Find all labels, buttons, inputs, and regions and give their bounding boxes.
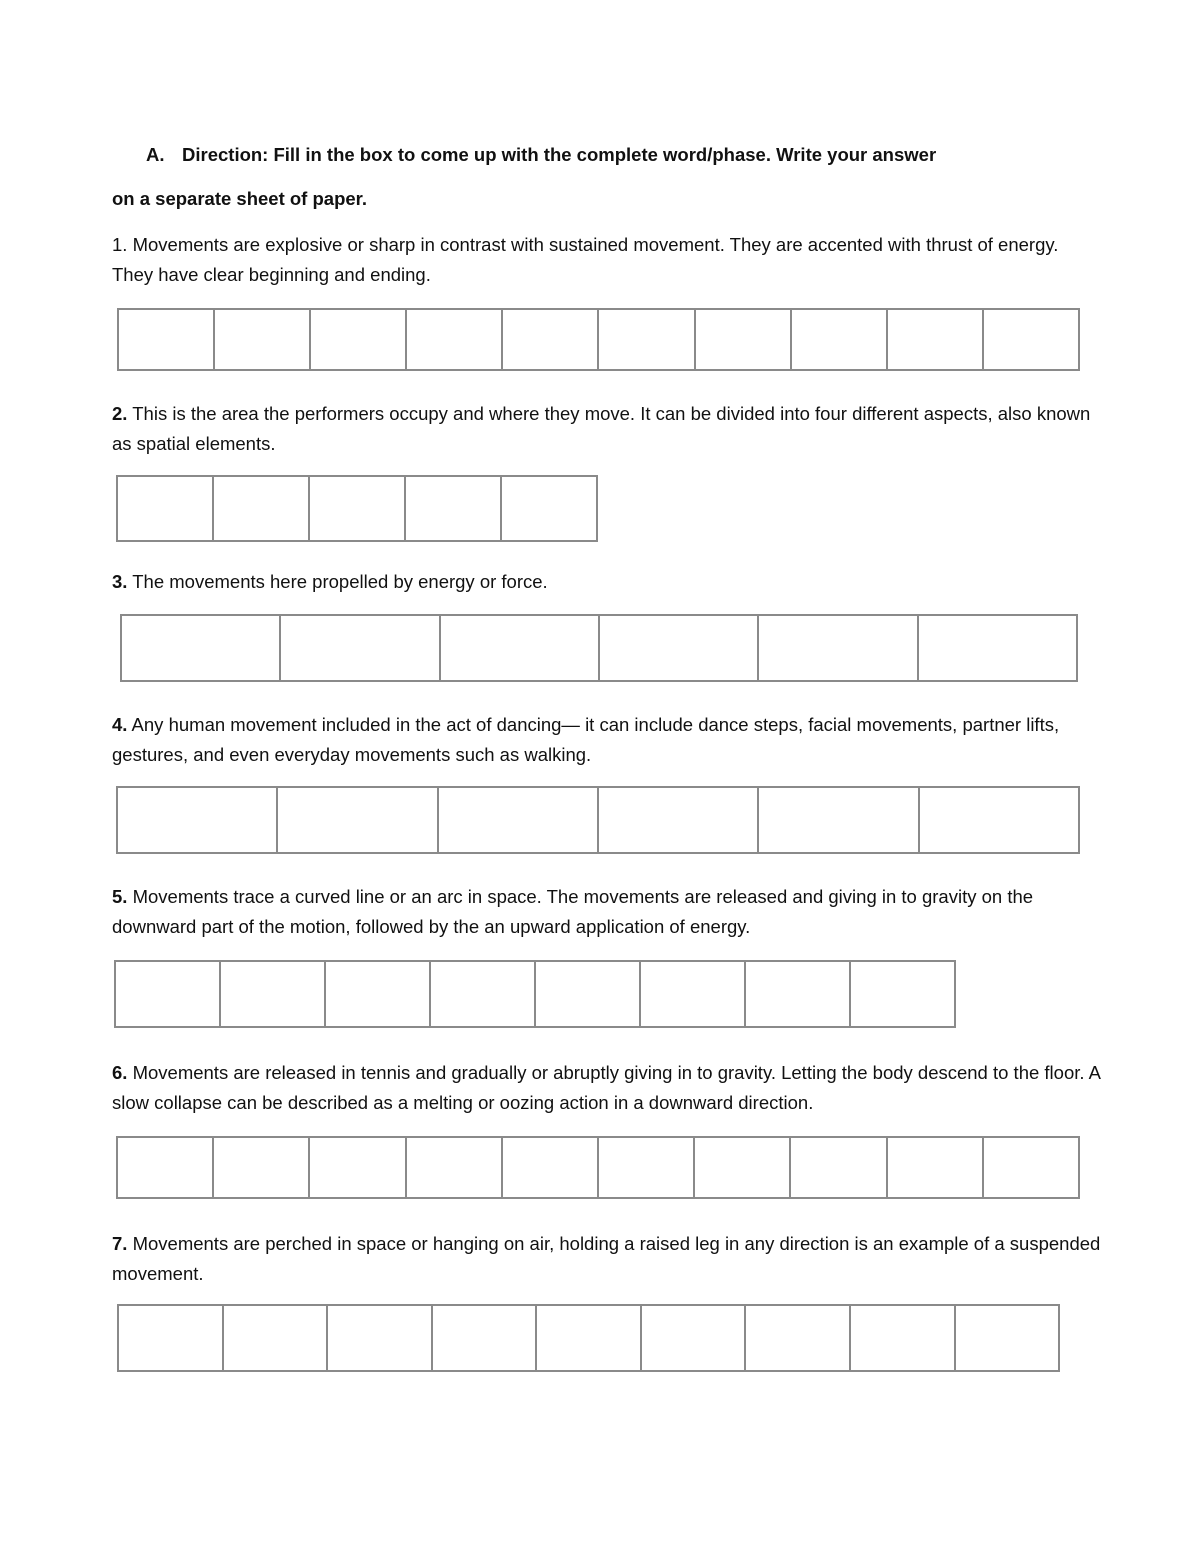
answer-box[interactable] [212,477,308,540]
answer-box[interactable] [324,962,429,1026]
answer-box[interactable] [501,310,597,369]
question-3 [112,567,1102,597]
answer-boxes-7 [117,1304,1060,1372]
answer-box[interactable] [213,310,309,369]
question-number: 6. [112,1062,128,1083]
answer-box[interactable] [982,310,1078,369]
answer-box[interactable] [757,616,916,680]
answer-box[interactable] [276,788,436,852]
question-number: 2. [112,403,128,424]
answer-box[interactable] [789,1138,885,1197]
section-letter: A. [146,144,165,165]
answer-box[interactable] [429,962,534,1026]
direction-continuation: on a separate sheet of paper. [112,188,367,209]
answer-box[interactable] [118,788,276,852]
answer-box[interactable] [501,1138,597,1197]
answer-box[interactable] [308,477,404,540]
answer-box[interactable] [219,962,324,1026]
answer-box[interactable] [119,310,213,369]
answer-box[interactable] [222,1306,327,1370]
answer-box[interactable] [212,1138,308,1197]
answer-box[interactable] [500,477,596,540]
question-number: 1. [112,234,128,255]
question-2 [112,399,1102,458]
question-text: Movements are explosive or sharp in contrast with sustained movement. They are accented with thrust of energy. They have clear beginning and ending. [112,234,1059,285]
answer-box[interactable] [597,788,757,852]
answer-box[interactable] [405,310,501,369]
answer-box[interactable] [790,310,886,369]
answer-box[interactable] [918,788,1078,852]
answer-box[interactable] [693,1138,789,1197]
answer-box[interactable] [639,962,744,1026]
answer-box[interactable] [534,962,639,1026]
answer-box[interactable] [116,962,219,1026]
question-text: This is the area the performers occupy and where they move. It can be divided into four different aspects, also known as spatial elements. [112,403,1091,454]
answer-box[interactable] [694,310,790,369]
answer-box[interactable] [439,616,598,680]
answer-boxes-5 [114,960,956,1028]
answer-box[interactable] [405,1138,501,1197]
answer-box[interactable] [326,1306,431,1370]
question-6 [112,1058,1102,1117]
answer-box[interactable] [309,310,405,369]
answer-box[interactable] [119,1306,222,1370]
answer-box[interactable] [886,1138,982,1197]
question-number: 3. [112,571,128,592]
answer-box[interactable] [118,477,212,540]
answer-box[interactable] [431,1306,536,1370]
answer-box[interactable] [308,1138,404,1197]
answer-box[interactable] [757,788,917,852]
answer-box[interactable] [849,1306,954,1370]
question-text: The movements here propelled by energy or force. [127,571,548,592]
answer-box[interactable] [535,1306,640,1370]
question-4 [112,710,1102,769]
question-number: 4. [112,714,128,735]
answer-box[interactable] [640,1306,745,1370]
answer-box[interactable] [122,616,279,680]
answer-box[interactable] [886,310,982,369]
answer-boxes-2 [116,475,598,542]
question-text: Movements are released in tennis and gradually or abruptly giving in to gravity. Letting the body descend to the floor. A slow collapse can be described as a melting or oozing action in a downward direction. [112,1062,1100,1113]
answer-boxes-3 [120,614,1078,682]
answer-boxes-1 [117,308,1080,371]
question-number: 5. [112,886,128,907]
answer-box[interactable] [437,788,597,852]
question-5 [112,882,1102,941]
answer-box[interactable] [917,616,1076,680]
question-1 [112,230,1102,289]
answer-box[interactable] [849,962,954,1026]
question-text: Movements trace a curved line or an arc in space. The movements are released and giving in to gravity on the downward part of the motion, followed by the an upward application of energy. [112,886,1034,937]
answer-box[interactable] [597,310,693,369]
answer-boxes-4 [116,786,1080,854]
answer-box[interactable] [598,616,757,680]
answer-box[interactable] [118,1138,212,1197]
question-7 [112,1229,1102,1288]
question-text: Any human movement included in the act of dancing— it can include dance steps, facial movements, partner lifts, gestures, and even everyday movements such as walking. [112,714,1060,765]
answer-box[interactable] [744,1306,849,1370]
answer-box[interactable] [279,616,438,680]
direction-text: Direction: Fill in the box to come up with the complete word/phase. Write your answer [182,144,937,165]
answer-box[interactable] [597,1138,693,1197]
answer-box[interactable] [744,962,849,1026]
answer-box[interactable] [954,1306,1059,1370]
question-number: 7. [112,1233,128,1254]
direction-heading [146,144,936,166]
question-text: Movements are perched in space or hanging on air, holding a raised leg in any direction is an example of a suspended movement. [112,1233,1101,1284]
answer-box[interactable] [982,1138,1078,1197]
answer-boxes-6 [116,1136,1080,1199]
answer-box[interactable] [404,477,500,540]
